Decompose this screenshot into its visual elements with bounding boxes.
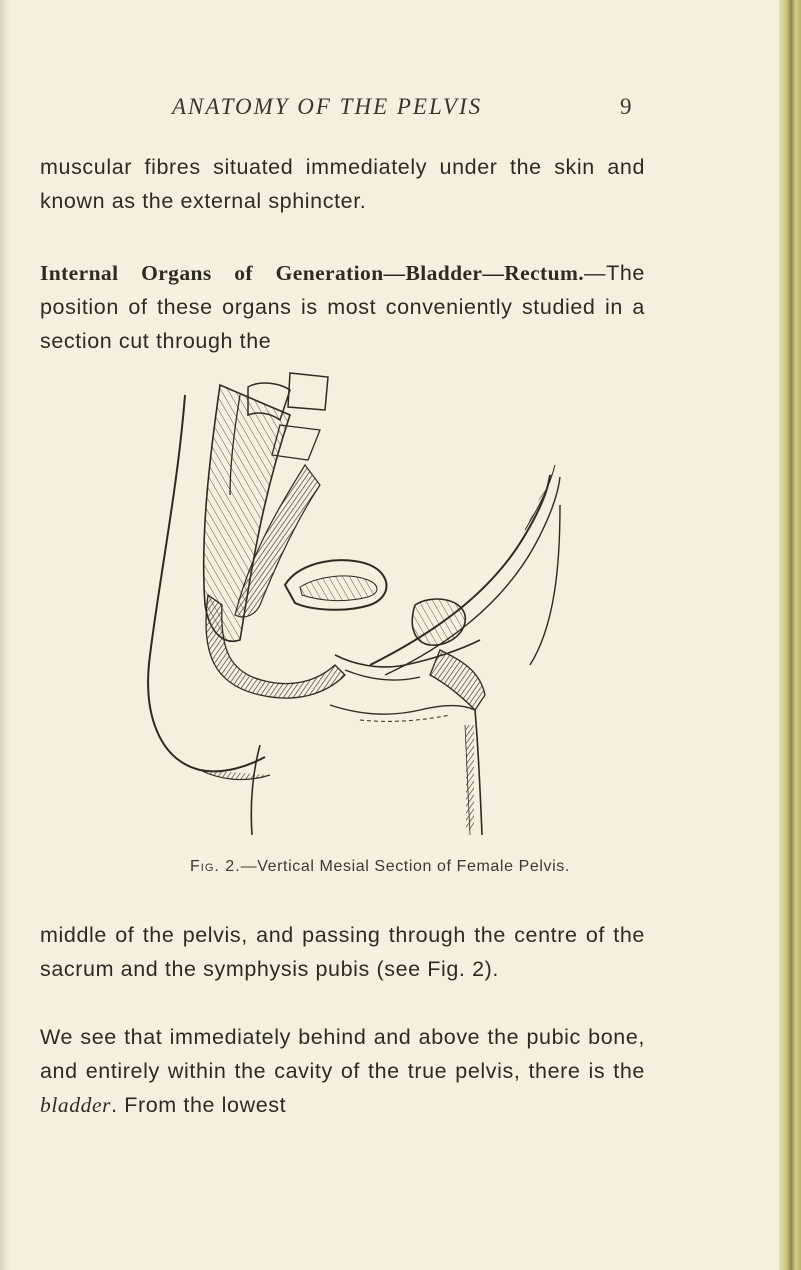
paragraph-we-see: [40, 1020, 645, 1122]
figure-illustration: [130, 365, 590, 845]
paragraph-after-figure: [40, 918, 645, 986]
paragraph-we-see-text: [40, 1020, 645, 1122]
section-body: —The position of these organs is most conveniently studied in a section cut through the: [40, 261, 645, 353]
figure-caption-text: —Vertical Mesial Section of Female Pelvis.: [240, 858, 570, 875]
figure-label: Fig. 2.: [190, 858, 241, 875]
bladder-term: bladder: [40, 1093, 112, 1117]
paragraph-after-figure-text: middle of the pelvis, and passing through the centre of the sacrum and the symphysis pubis (see Fig. 2).: [40, 923, 645, 981]
running-head: [0, 94, 760, 128]
paragraph-section-text: [40, 256, 645, 358]
we-see-end: . From the lowest: [111, 1093, 287, 1117]
pelvis-section-drawing: [130, 365, 590, 845]
paragraph-continuation: [40, 150, 645, 218]
figure-caption: [0, 858, 760, 876]
paragraph-continuation-text: muscular fibres situated immediately under the skin and known as the external sphincter.: [40, 155, 645, 213]
page-number: 9: [620, 94, 632, 119]
we-see-start: We see that immediately behind and above the pubic bone, and entirely within the cavity of the true pelvis, there is the: [40, 1025, 645, 1083]
section-heading: Internal Organs of Generation—Bladder—Rectum.: [40, 261, 585, 285]
running-title: ANATOMY OF THE PELVIS: [172, 94, 483, 119]
page-edge-left: [0, 0, 10, 1270]
paragraph-section: [40, 256, 645, 358]
page-edge-right: [779, 0, 801, 1270]
